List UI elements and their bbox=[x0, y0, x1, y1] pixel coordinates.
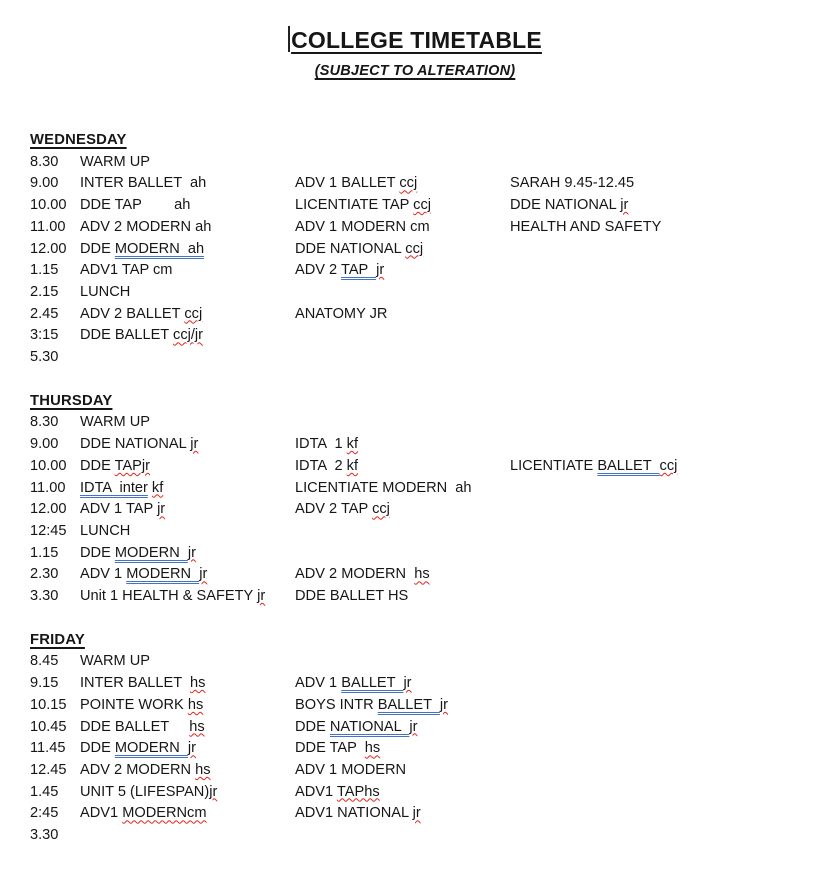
plain-text: ADV 2 MODERN bbox=[295, 566, 415, 583]
spellcheck-flagged-text: kf bbox=[346, 436, 358, 453]
spellcheck-flagged-text: kf bbox=[346, 457, 358, 474]
timetable-row bbox=[30, 564, 830, 586]
timetable-row bbox=[30, 586, 830, 608]
plain-text: WARM UP bbox=[80, 414, 150, 431]
plain-text: POINTE WORK bbox=[80, 696, 188, 713]
plain-text: ADV1 TAP cm bbox=[80, 262, 173, 279]
plain-text: BOYS INTR bbox=[295, 696, 378, 713]
time-cell: 1.45 bbox=[30, 783, 59, 800]
time-cell: 9.00 bbox=[30, 175, 59, 192]
class-entry bbox=[295, 586, 510, 608]
timetable-row bbox=[30, 825, 830, 847]
time-cell: 9.00 bbox=[30, 436, 59, 453]
class-entry bbox=[295, 499, 510, 521]
plain-text: ADV1 bbox=[295, 783, 337, 800]
plain-text: WARM UP bbox=[80, 653, 150, 670]
class-entry bbox=[80, 760, 295, 782]
class-entry bbox=[295, 564, 510, 586]
plain-text: INTER BALLET ah bbox=[80, 175, 207, 192]
double-underlined-text: NATIONAL bbox=[329, 718, 410, 735]
time-cell: 5.30 bbox=[30, 349, 59, 366]
class-entry bbox=[80, 651, 295, 673]
plain-text: LUNCH bbox=[80, 283, 131, 300]
class-entry bbox=[295, 695, 510, 717]
timetable-row bbox=[30, 738, 830, 760]
double-underlined-text: IDTA inter bbox=[80, 479, 148, 496]
class-entry bbox=[80, 564, 295, 586]
class-entry bbox=[80, 478, 295, 500]
timetable-row bbox=[30, 521, 830, 543]
spellcheck-flagged-text: jr bbox=[199, 566, 208, 583]
plain-text: DDE BALLET HS bbox=[295, 588, 409, 605]
time-cell: 3.30 bbox=[30, 827, 59, 844]
spellcheck-flagged-text: kf bbox=[151, 479, 164, 496]
class-entry bbox=[295, 195, 510, 217]
spellcheck-flagged-text: ccj bbox=[372, 501, 390, 518]
class-entry bbox=[295, 478, 510, 500]
timetable-row bbox=[30, 717, 830, 739]
class-entry bbox=[80, 239, 295, 261]
spellcheck-flagged-text: MODERNcm bbox=[122, 805, 207, 822]
time-cell: 3.30 bbox=[30, 588, 59, 605]
timetable-row bbox=[30, 239, 830, 261]
class-entry bbox=[295, 434, 510, 456]
plain-text: ADV 1 bbox=[295, 675, 342, 692]
plain-text: WARM UP bbox=[80, 153, 150, 170]
class-entry bbox=[80, 586, 295, 608]
time-cell: 1.15 bbox=[30, 544, 59, 561]
spellcheck-flagged-text: TAPhs bbox=[336, 783, 380, 800]
plain-text: ADV 2 TAP bbox=[295, 501, 373, 518]
timetable-sections bbox=[30, 130, 830, 847]
class-entry bbox=[295, 239, 510, 261]
time-cell: 10.45 bbox=[30, 718, 67, 735]
timetable-row bbox=[30, 478, 830, 500]
class-entry bbox=[295, 260, 510, 282]
class-entry bbox=[80, 499, 295, 521]
spellcheck-flagged-text: hs bbox=[190, 675, 206, 692]
time-cell: 8.45 bbox=[30, 653, 59, 670]
time-cell: 10.15 bbox=[30, 696, 67, 713]
timetable-row bbox=[30, 695, 830, 717]
timetable-row bbox=[30, 543, 830, 565]
time-cell: 2.15 bbox=[30, 283, 59, 300]
time-cell: 12:45 bbox=[30, 522, 67, 539]
double-underlined-text: MODERN ah bbox=[114, 240, 205, 257]
spellcheck-flagged-text: jr bbox=[187, 544, 196, 561]
plain-text: IDTA 1 bbox=[295, 436, 347, 453]
plain-text: DDE NATIONAL bbox=[80, 436, 191, 453]
spellcheck-flagged-text: jr bbox=[257, 588, 266, 605]
day-section-thursday bbox=[30, 391, 830, 608]
class-entry bbox=[295, 717, 510, 739]
class-entry bbox=[80, 738, 295, 760]
timetable-row bbox=[30, 434, 830, 456]
plain-text: DDE bbox=[295, 718, 330, 735]
class-entry bbox=[80, 803, 295, 825]
spellcheck-flagged-text: hs bbox=[187, 696, 204, 713]
spellcheck-flagged-text: ccj bbox=[659, 457, 678, 474]
class-entry bbox=[80, 543, 295, 565]
day-heading: WEDNESDAY bbox=[30, 132, 127, 148]
day-section-wednesday bbox=[30, 130, 830, 369]
class-entry bbox=[80, 304, 295, 326]
time-cell: 10.00 bbox=[30, 457, 67, 474]
double-underlined-text: BALLET bbox=[597, 457, 660, 474]
plain-text: ADV1 NATIONAL bbox=[295, 805, 413, 822]
spellcheck-flagged-text: ccj bbox=[184, 305, 203, 322]
text-cursor bbox=[288, 26, 290, 52]
class-entry bbox=[510, 195, 830, 217]
day-heading: FRIDAY bbox=[30, 631, 85, 648]
plain-text: ADV 2 BALLET bbox=[80, 305, 185, 322]
timetable-row bbox=[30, 499, 830, 521]
time-cell: 2.45 bbox=[30, 305, 59, 322]
plain-text: ADV 2 MODERN bbox=[80, 761, 196, 778]
class-entry bbox=[295, 738, 510, 760]
plain-text: LICENTIATE bbox=[510, 457, 598, 474]
class-entry bbox=[80, 282, 295, 304]
class-entry bbox=[295, 456, 510, 478]
plain-text: DDE BALLET bbox=[80, 327, 174, 344]
plain-text: INTER BALLET bbox=[80, 675, 191, 692]
time-cell: 12.45 bbox=[30, 761, 67, 778]
page-subtitle: (SUBJECT TO ALTERATION) bbox=[314, 63, 516, 79]
class-entry bbox=[295, 673, 510, 695]
class-entry bbox=[80, 412, 295, 434]
spellcheck-flagged-text: hs bbox=[195, 761, 211, 778]
class-entry bbox=[80, 717, 295, 739]
timetable-row bbox=[30, 282, 830, 304]
timetable-row bbox=[30, 412, 830, 434]
page-title-text: COLLEGE TIMETABLE bbox=[291, 27, 542, 53]
spellcheck-flagged-text: jr bbox=[376, 262, 385, 279]
class-entry bbox=[80, 195, 295, 217]
class-entry bbox=[80, 456, 295, 478]
class-entry bbox=[80, 521, 295, 543]
time-cell: 10.00 bbox=[30, 197, 67, 214]
class-entry bbox=[80, 152, 295, 174]
plain-text: SARAH 9.45-12.45 bbox=[510, 175, 635, 192]
plain-text: ADV 2 MODERN ah bbox=[80, 218, 212, 235]
time-cell: 11.00 bbox=[30, 218, 66, 235]
double-underlined-text: MODERN bbox=[114, 544, 188, 561]
class-entry bbox=[295, 304, 510, 326]
spellcheck-flagged-text: jr bbox=[190, 436, 199, 453]
timetable-row bbox=[30, 803, 830, 825]
plain-text: DDE bbox=[80, 544, 115, 561]
plain-text: ADV 2 bbox=[295, 262, 341, 279]
plain-text: DDE bbox=[80, 240, 115, 257]
time-cell: 2:45 bbox=[30, 805, 59, 822]
plain-text: UNIT 5 (LIFESPAN) bbox=[80, 783, 210, 800]
day-heading: THURSDAY bbox=[30, 392, 113, 409]
time-cell: 8.30 bbox=[30, 153, 59, 170]
spellcheck-flagged-text: jr bbox=[157, 501, 166, 518]
class-entry bbox=[295, 760, 510, 782]
plain-text: DDE BALLET bbox=[80, 718, 190, 735]
day-section-friday bbox=[30, 630, 830, 847]
class-entry bbox=[295, 803, 510, 825]
plain-text: DDE NATIONAL bbox=[510, 197, 621, 214]
class-entry bbox=[295, 782, 510, 804]
timetable-row bbox=[30, 651, 830, 673]
plain-text: IDTA 2 bbox=[295, 457, 347, 474]
plain-text: DDE TAP ah bbox=[80, 197, 191, 214]
spellcheck-flagged-text: ccj bbox=[405, 240, 424, 257]
double-underlined-text: BALLET bbox=[377, 696, 440, 713]
timetable-row bbox=[30, 152, 830, 174]
timetable-row bbox=[30, 782, 830, 804]
plain-text: Unit 1 HEALTH & SAFETY bbox=[80, 588, 258, 605]
spellcheck-flagged-text: jr bbox=[620, 197, 629, 214]
time-cell: 12.00 bbox=[30, 240, 67, 257]
plain-text: DDE bbox=[80, 457, 115, 474]
plain-text: LICENTIATE MODERN ah bbox=[295, 479, 472, 496]
time-cell: 2.30 bbox=[30, 566, 59, 583]
class-entry bbox=[295, 173, 510, 195]
plain-text: ADV 1 MODERN bbox=[295, 761, 407, 778]
timetable-row bbox=[30, 760, 830, 782]
time-cell: 8.30 bbox=[30, 414, 59, 431]
double-underlined-text: MODERN bbox=[114, 740, 188, 757]
class-entry bbox=[510, 173, 830, 195]
time-cell: 12.00 bbox=[30, 501, 67, 518]
class-entry bbox=[80, 217, 295, 239]
time-cell: 1.15 bbox=[30, 262, 59, 279]
plain-text: LUNCH bbox=[80, 522, 131, 539]
double-underlined-text: TAP bbox=[340, 262, 377, 279]
spellcheck-flagged-text: jr bbox=[209, 783, 218, 800]
class-entry bbox=[80, 695, 295, 717]
time-cell: 3:15 bbox=[30, 327, 59, 344]
plain-text: DDE TAP bbox=[295, 740, 365, 757]
timetable-row bbox=[30, 304, 830, 326]
timetable-row bbox=[30, 260, 830, 282]
time-cell: 11.45 bbox=[30, 740, 66, 757]
timetable-row bbox=[30, 173, 830, 195]
timetable-row bbox=[30, 347, 830, 369]
timetable-row bbox=[30, 217, 830, 239]
class-entry bbox=[295, 217, 510, 239]
double-underlined-text: BALLET bbox=[341, 675, 404, 692]
time-cell: 11.00 bbox=[30, 479, 66, 496]
time-cell: 9.15 bbox=[30, 675, 59, 692]
plain-text: HEALTH AND SAFETY bbox=[510, 218, 662, 235]
timetable-row bbox=[30, 325, 830, 347]
class-entry bbox=[80, 782, 295, 804]
plain-text: ADV 1 MODERN cm bbox=[295, 218, 430, 235]
class-entry bbox=[80, 173, 295, 195]
spellcheck-flagged-text: jr bbox=[412, 805, 421, 822]
timetable-row bbox=[30, 456, 830, 478]
spellcheck-flagged-text: hs bbox=[364, 740, 381, 757]
spellcheck-flagged-text: jr bbox=[439, 696, 449, 713]
spellcheck-flagged-text: jr bbox=[187, 740, 196, 757]
spellcheck-flagged-text: hs bbox=[414, 566, 430, 583]
spellcheck-flagged-text: jr bbox=[403, 675, 412, 692]
spellcheck-flagged-text: ccj bbox=[413, 197, 431, 214]
class-entry bbox=[80, 325, 295, 347]
class-entry bbox=[80, 260, 295, 282]
class-entry bbox=[510, 217, 830, 239]
title-block bbox=[30, 24, 800, 80]
plain-text: ADV 1 BALLET bbox=[295, 175, 400, 192]
timetable-row bbox=[30, 195, 830, 217]
spellcheck-flagged-text: TAPjr bbox=[114, 457, 151, 474]
timetable-row bbox=[30, 673, 830, 695]
class-entry bbox=[510, 456, 830, 478]
plain-text: ADV 1 bbox=[80, 566, 127, 583]
spellcheck-flagged-text: ccj bbox=[399, 175, 418, 192]
spellcheck-flagged-text: ccj/jr bbox=[173, 327, 204, 344]
class-entry bbox=[80, 434, 295, 456]
plain-text: ADV1 bbox=[80, 805, 123, 822]
plain-text: ADV 1 TAP bbox=[80, 501, 158, 518]
plain-text: ANATOMY JR bbox=[295, 305, 388, 322]
class-entry bbox=[80, 673, 295, 695]
spellcheck-flagged-text: hs bbox=[189, 718, 205, 735]
spellcheck-flagged-text: jr bbox=[409, 718, 418, 735]
plain-text: DDE bbox=[80, 740, 115, 757]
plain-text: LICENTIATE TAP bbox=[295, 197, 414, 214]
plain-text: DDE NATIONAL bbox=[295, 240, 406, 257]
double-underlined-text: MODERN bbox=[126, 566, 200, 583]
page-title bbox=[288, 24, 542, 56]
